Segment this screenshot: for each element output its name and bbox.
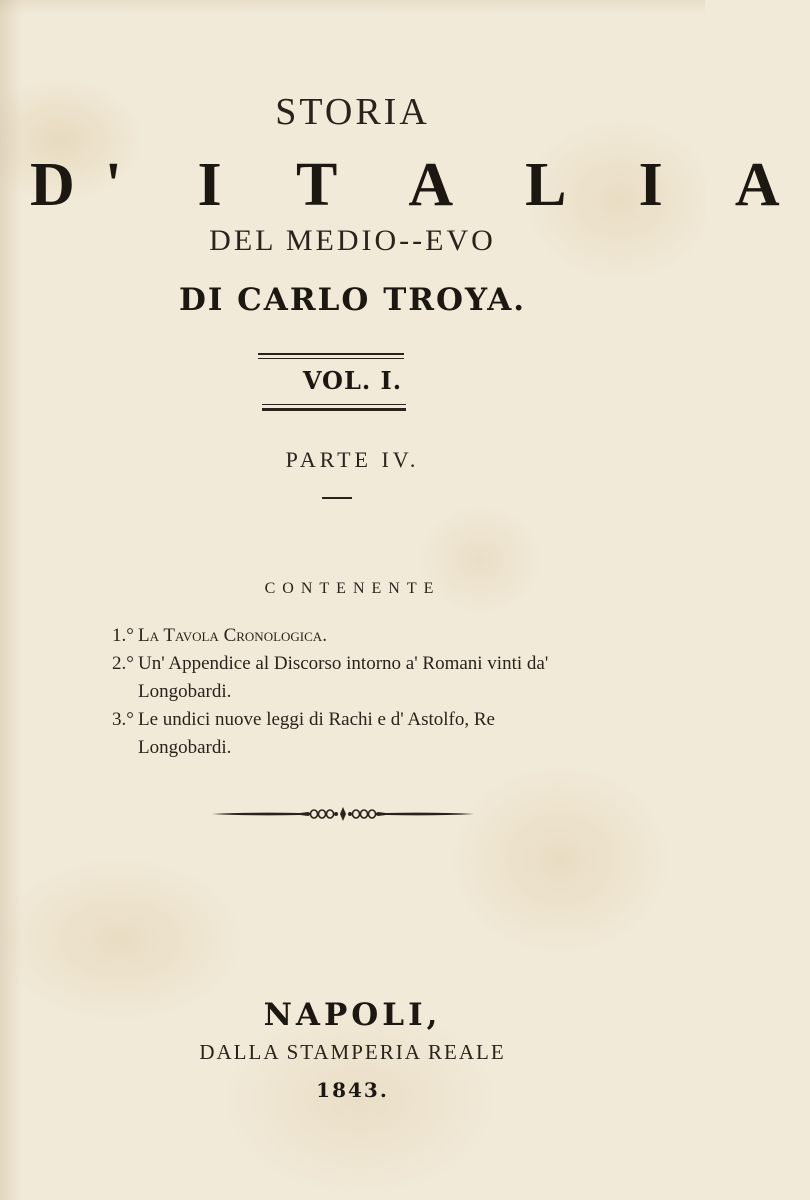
volume-label: VOL. I. [302, 366, 403, 395]
rule-bottom-1 [262, 404, 406, 405]
contents-item-2 [112, 650, 592, 706]
item-text: Un' Appendice al Discorso intorno a' Romani vinti da' Longobardi. [138, 653, 549, 702]
contents-item-1 [112, 622, 592, 650]
author-line: DI CARLO TROYA. [178, 282, 527, 318]
imprint-year: 1843. [316, 1078, 389, 1102]
item-number: 3.° [112, 709, 134, 730]
item-number: 2.° [112, 653, 134, 674]
contents-item-3 [112, 706, 592, 762]
contents-list [112, 622, 592, 762]
title-italia: D' I T A L I A [30, 151, 810, 219]
rule-top-1 [258, 353, 404, 355]
imprint-city: NAPOLI, [263, 997, 442, 1033]
short-rule [322, 497, 352, 499]
ornament-divider [210, 806, 476, 822]
title-storia: STORIA [275, 91, 430, 133]
item-number: 1.° [112, 625, 134, 646]
rule-bottom-2 [262, 408, 406, 411]
imprint-printer: DALLA STAMPERIA REALE [199, 1040, 506, 1064]
item-text: Le undici nuove leggi di Rachi e d' Astolfo, Re Longobardi. [138, 709, 495, 758]
rule-top-2 [258, 358, 404, 359]
part-label: PARTE IV. [285, 447, 420, 472]
contents-heading: CONTENENTE [264, 580, 441, 597]
item-text: La Tavola Cronologica. [138, 625, 327, 646]
title-medio-evo: DEL MEDIO--EVO [209, 224, 496, 257]
